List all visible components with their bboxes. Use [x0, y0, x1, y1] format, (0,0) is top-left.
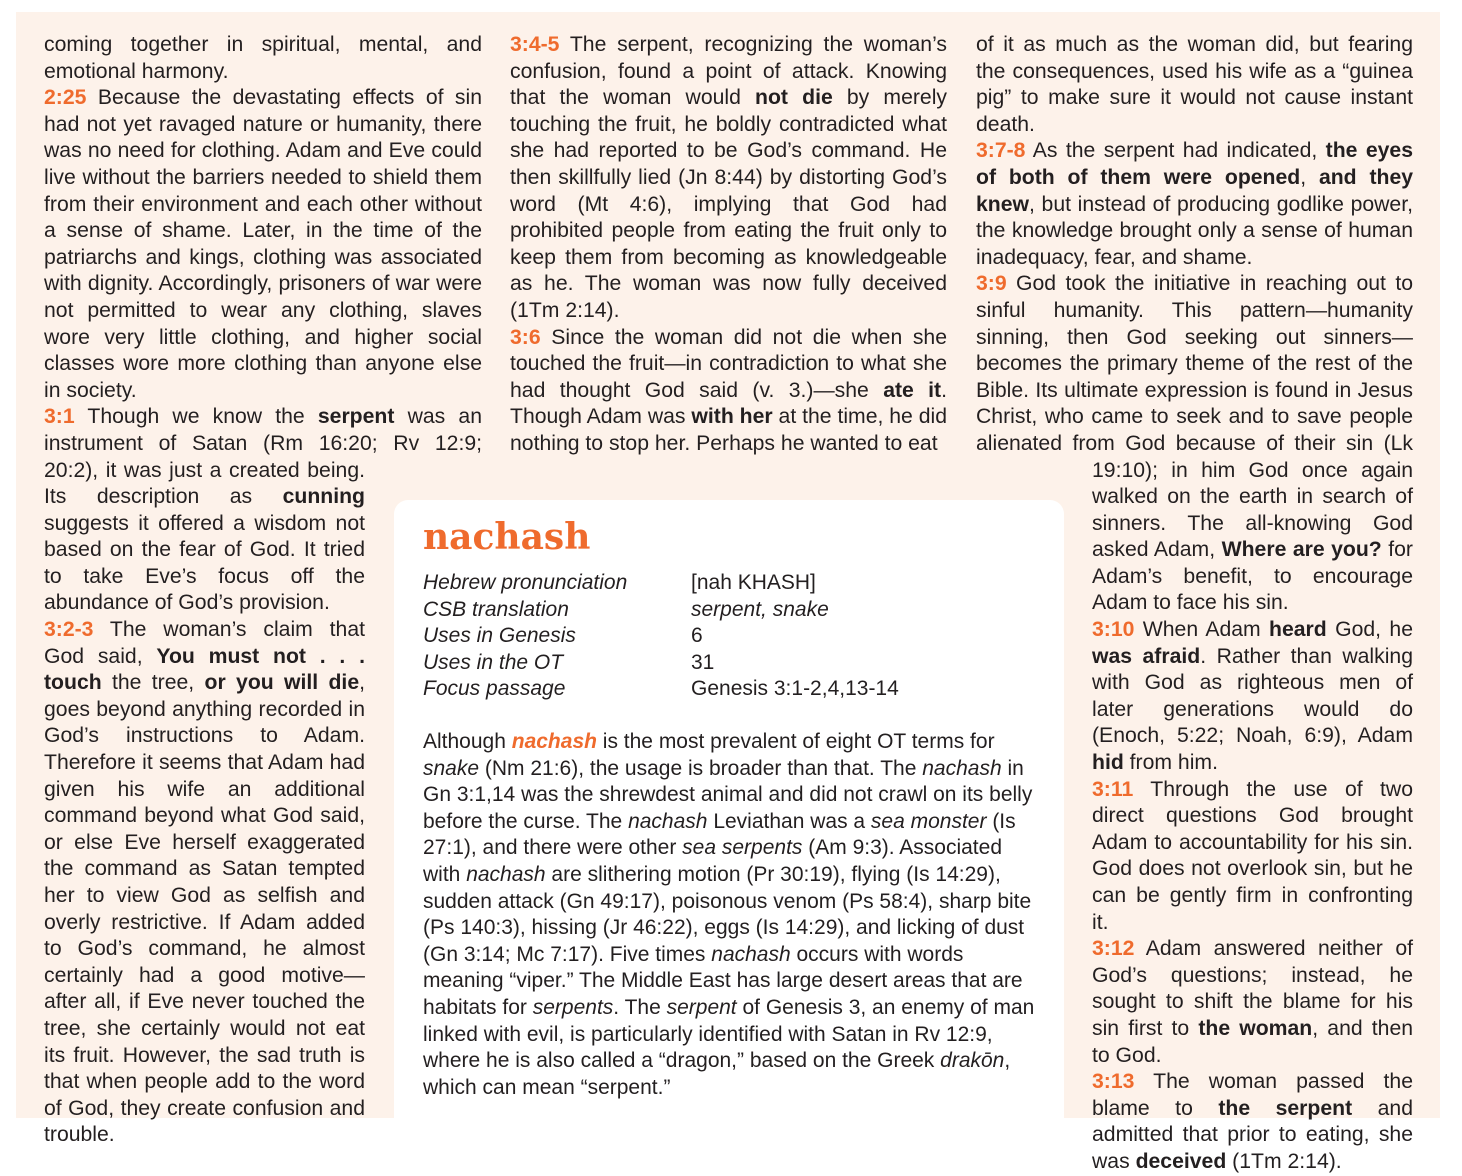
note-3-6 — [510, 325, 947, 458]
body-text: (Is 27:1), and there were other — [423, 809, 1016, 860]
verse-ref: 2:25 — [44, 86, 87, 110]
italic-term: drakōn — [940, 1049, 1005, 1073]
note-text: , and then to God. — [1092, 1016, 1414, 1067]
fact-value: 6 — [691, 624, 703, 648]
word-study-title: nachash — [423, 516, 591, 558]
fact-value: [nah KHASH] — [691, 571, 816, 594]
fact-row — [423, 650, 899, 677]
bold-term: the eyes of both of them were opened — [976, 139, 1413, 189]
note-text: from him. — [1123, 751, 1218, 775]
note-text: for Adam’s benefit, to encourage Adam to face his sin. — [1092, 538, 1413, 615]
note-text: search of sinners. The all-knowing God asked Adam, — [1092, 485, 1413, 562]
note-text: The serpent, recognizing the woman’s confusion, found a point of attack. Knowing that the woman would — [510, 33, 947, 110]
word-study — [423, 512, 1043, 1101]
note-text: Through the use of two direct questions God brought Adam to accountability for his sin. God does not overlook sin, but he can be gently firm in confronting it. — [1092, 777, 1413, 934]
body-text: is the most prevalent of eight OT terms for — [596, 729, 995, 753]
body-text: (Am 9:3). Associated with — [423, 836, 1003, 886]
note-text: (1Tm 2:14). — [1226, 1149, 1342, 1173]
note-text: Adam answered neither of God’s questions; instead, he sought to shift the blame for his sin first to — [1092, 937, 1413, 1040]
note-text: Because the devastating effects of sin had not yet ravaged nature or humanity, there was no need for clothing. Adam and Eve could live without the barriers needed to shield them from their environment and each other without a sense of shame. Later, in the time of the patriarchs and kings, clothing was associated with dignity. Accordingly, prisoners of war were not permitted to wear any clothing, slaves wore very little clothing, and higher social classes wore more clothing than anyone else in society. — [44, 86, 482, 402]
note-text: and admitted that prior to eating, she was — [1092, 1096, 1413, 1173]
verse-ref: 3:1 — [44, 405, 75, 429]
commentary-column-1 — [44, 32, 482, 1158]
bold-term: ate it — [883, 378, 942, 402]
body-text: in Gn 3:1,14 was the shrewdest animal and did not crawl on its belly before the curse. The — [423, 756, 1033, 833]
body-text: . The — [613, 995, 667, 1019]
italic-term: serpent — [666, 995, 737, 1019]
verse-ref: 3:2-3 — [44, 618, 94, 642]
fact-label: Uses in the OT — [423, 650, 564, 674]
body-text: Although — [423, 729, 512, 753]
bold-term: heard — [1269, 618, 1327, 642]
note-text: When Adam — [1134, 618, 1270, 642]
note-text: at the time, he did nothing to stop her. Perhaps he wanted to eat — [510, 405, 947, 455]
bold-term: deceived — [1135, 1149, 1227, 1173]
bold-term: You must not . . . touch — [44, 644, 365, 695]
commentary-column-2 — [510, 32, 947, 458]
bold-term: Where are you? — [1221, 538, 1382, 562]
note-text: . Rather than walking with God as righteous men of later generations would do (Enoch, 5:22; Noah, 6:9), Adam — [1092, 644, 1413, 748]
paragraph-text: coming together in spiritual, mental, and emotional harmony. — [44, 33, 482, 83]
italic-term: nachash — [628, 809, 708, 833]
body-text: , which can mean “serpent.” — [423, 1049, 1011, 1099]
italic-term: nachash — [466, 862, 546, 886]
verse-ref: 3:10 — [1092, 618, 1135, 642]
note-text: , but instead of producing godlike power, the knowledge brought only a sense of human inadequacy, fear, and shame. — [976, 192, 1413, 269]
italic-term: sea serpents — [682, 836, 803, 860]
italic-term: sea monster — [870, 809, 987, 833]
note-text: , goes beyond anything recorded in God’s instructions to Adam. Therefore it seems that Adam had given his wife an additional command beyond what God said, or else Eve herself exaggerated the command as Satan tempted her to view God as selfish and overly restrictive. If Adam added to God’s command, he almost certainly had a good motive—after all, if Eve never touched the tree, she certainly would not eat its fruit. However, the sad truth is that when people add to the word of God, they create confusion and trouble. — [44, 671, 365, 1147]
note-3-7-8 — [976, 138, 1413, 271]
italic-term: snake — [423, 756, 480, 780]
verse-ref: 3:6 — [510, 325, 541, 349]
body-text: are slithering motion (Pr 30:19), flying (Is 14:29), sudden attack (Gn 49:17), poisonous venom (Ps 58:4), sharp bite (Ps 140:3), hissing (Jr 46:22), eggs (Is 14:29), and licking of dust (Gn 3:14; Mc 7:17). Five times — [423, 862, 1032, 966]
body-text: of Genesis 3, an enemy of man linked with evil, is particularly identified with Satan in Rv 12:9, where he is also called a “dragon,” based on the Greek — [423, 995, 1035, 1073]
note-text: suggests it offered a wisdom not based on the fear of God. It tried to take Eve’s focus off the abundance of God’s provision. — [44, 511, 365, 615]
fact-label: Uses in Genesis — [423, 624, 576, 648]
bold-term: or you will die — [204, 671, 360, 695]
fact-row — [423, 570, 899, 597]
fact-value: 31 — [691, 650, 715, 674]
bold-term: hid — [1092, 751, 1124, 775]
fact-row — [423, 623, 899, 650]
italic-term: serpents — [532, 995, 614, 1019]
note-text: the tree, — [101, 671, 205, 695]
body-text: occurs with words meaning “viper.” The Middle East has large desert areas that are habitats for — [423, 942, 1023, 1019]
verse-ref: 3:7-8 — [976, 139, 1026, 163]
verse-ref: 3:4-5 — [510, 33, 560, 56]
fact-row — [423, 597, 899, 624]
note-2-25 — [44, 85, 482, 404]
verse-ref: 3:11 — [1092, 777, 1134, 801]
verse-ref: 3:13 — [1092, 1070, 1135, 1094]
italic-term: nachash — [711, 942, 791, 966]
note-text: by merely touching the fruit, he boldly contradicted what she had reported to be God’s command. He then skillfully lied (Jn 8:44) by distorting God’s word (Mt 4:6), implying that God had prohibited people from eating the fruit only to keep them from becoming as knowledgeable as he. The woman was now fully deceived (1Tm 2:14). — [510, 86, 947, 322]
highlighted-term: nachash — [511, 729, 597, 753]
note-text: . Though Adam was — [510, 378, 948, 429]
note-text: The woman’s claim that God said, — [44, 618, 365, 668]
bold-term: the woman — [1198, 1016, 1313, 1040]
fact-value: serpent, snake — [691, 597, 829, 621]
bold-term: with her — [691, 405, 773, 429]
fact-label: Focus passage — [423, 677, 566, 701]
note-text: God, he — [1326, 618, 1413, 642]
note-text: was an instrument of Satan (Rm 16:20; Rv 12:9; 20:2), it was just a created being. Its description as — [44, 405, 482, 509]
italic-term: nachash — [922, 756, 1002, 780]
bold-term: and they knew — [976, 165, 1414, 216]
note-text: , — [1300, 165, 1319, 189]
fact-label: CSB translation — [423, 597, 569, 621]
note-text: God took the initiative in reaching out to sinful humanity. This pattern—humanity sinning, then God seeking out sinners—becomes the primary theme of the rest of the Bible. Its ultimate expression is found in Jesus Christ, who came to seek and to save people alienated from God because of their sin (Lk 19:10); in him God once again walked on the earth in — [976, 272, 1413, 509]
note-text: The woman passed the blame to — [1092, 1070, 1413, 1120]
word-study-facts — [423, 570, 899, 703]
body-text: Leviathan was a — [707, 809, 871, 833]
verse-ref: 3:12 — [1092, 937, 1135, 961]
note-text: As the serpent had indicated, — [1025, 139, 1326, 163]
note-text: Though we know the — [74, 405, 318, 429]
word-study-body — [423, 729, 1043, 1101]
bold-term: the serpent — [1218, 1096, 1353, 1120]
paragraph-text: of it as much as the woman did, but fearing the consequences, used his wife as a “guinea pig” to make sure it would not cause instant death. — [976, 33, 1413, 136]
paragraph-continuation — [44, 32, 482, 85]
fact-value: Genesis 3:1-2,4,13-14 — [691, 677, 899, 701]
paragraph-continuation — [976, 32, 1413, 138]
verse-ref: 3:9 — [976, 272, 1007, 296]
note-text: Since the woman did not die when she touched the fruit—in contradiction to what she had thought God said (v. 3.)—she — [510, 325, 947, 402]
body-text: (Nm 21:6), the usage is broader than that. The — [479, 756, 923, 780]
note-3-4-5 — [510, 32, 947, 325]
bold-term: cunning — [282, 485, 365, 509]
bold-term: was afraid — [1092, 644, 1201, 668]
bold-term: not die — [755, 86, 833, 110]
fact-row — [423, 676, 899, 703]
bold-term: serpent — [317, 405, 395, 429]
fact-label: Hebrew pronunciation — [423, 571, 628, 594]
